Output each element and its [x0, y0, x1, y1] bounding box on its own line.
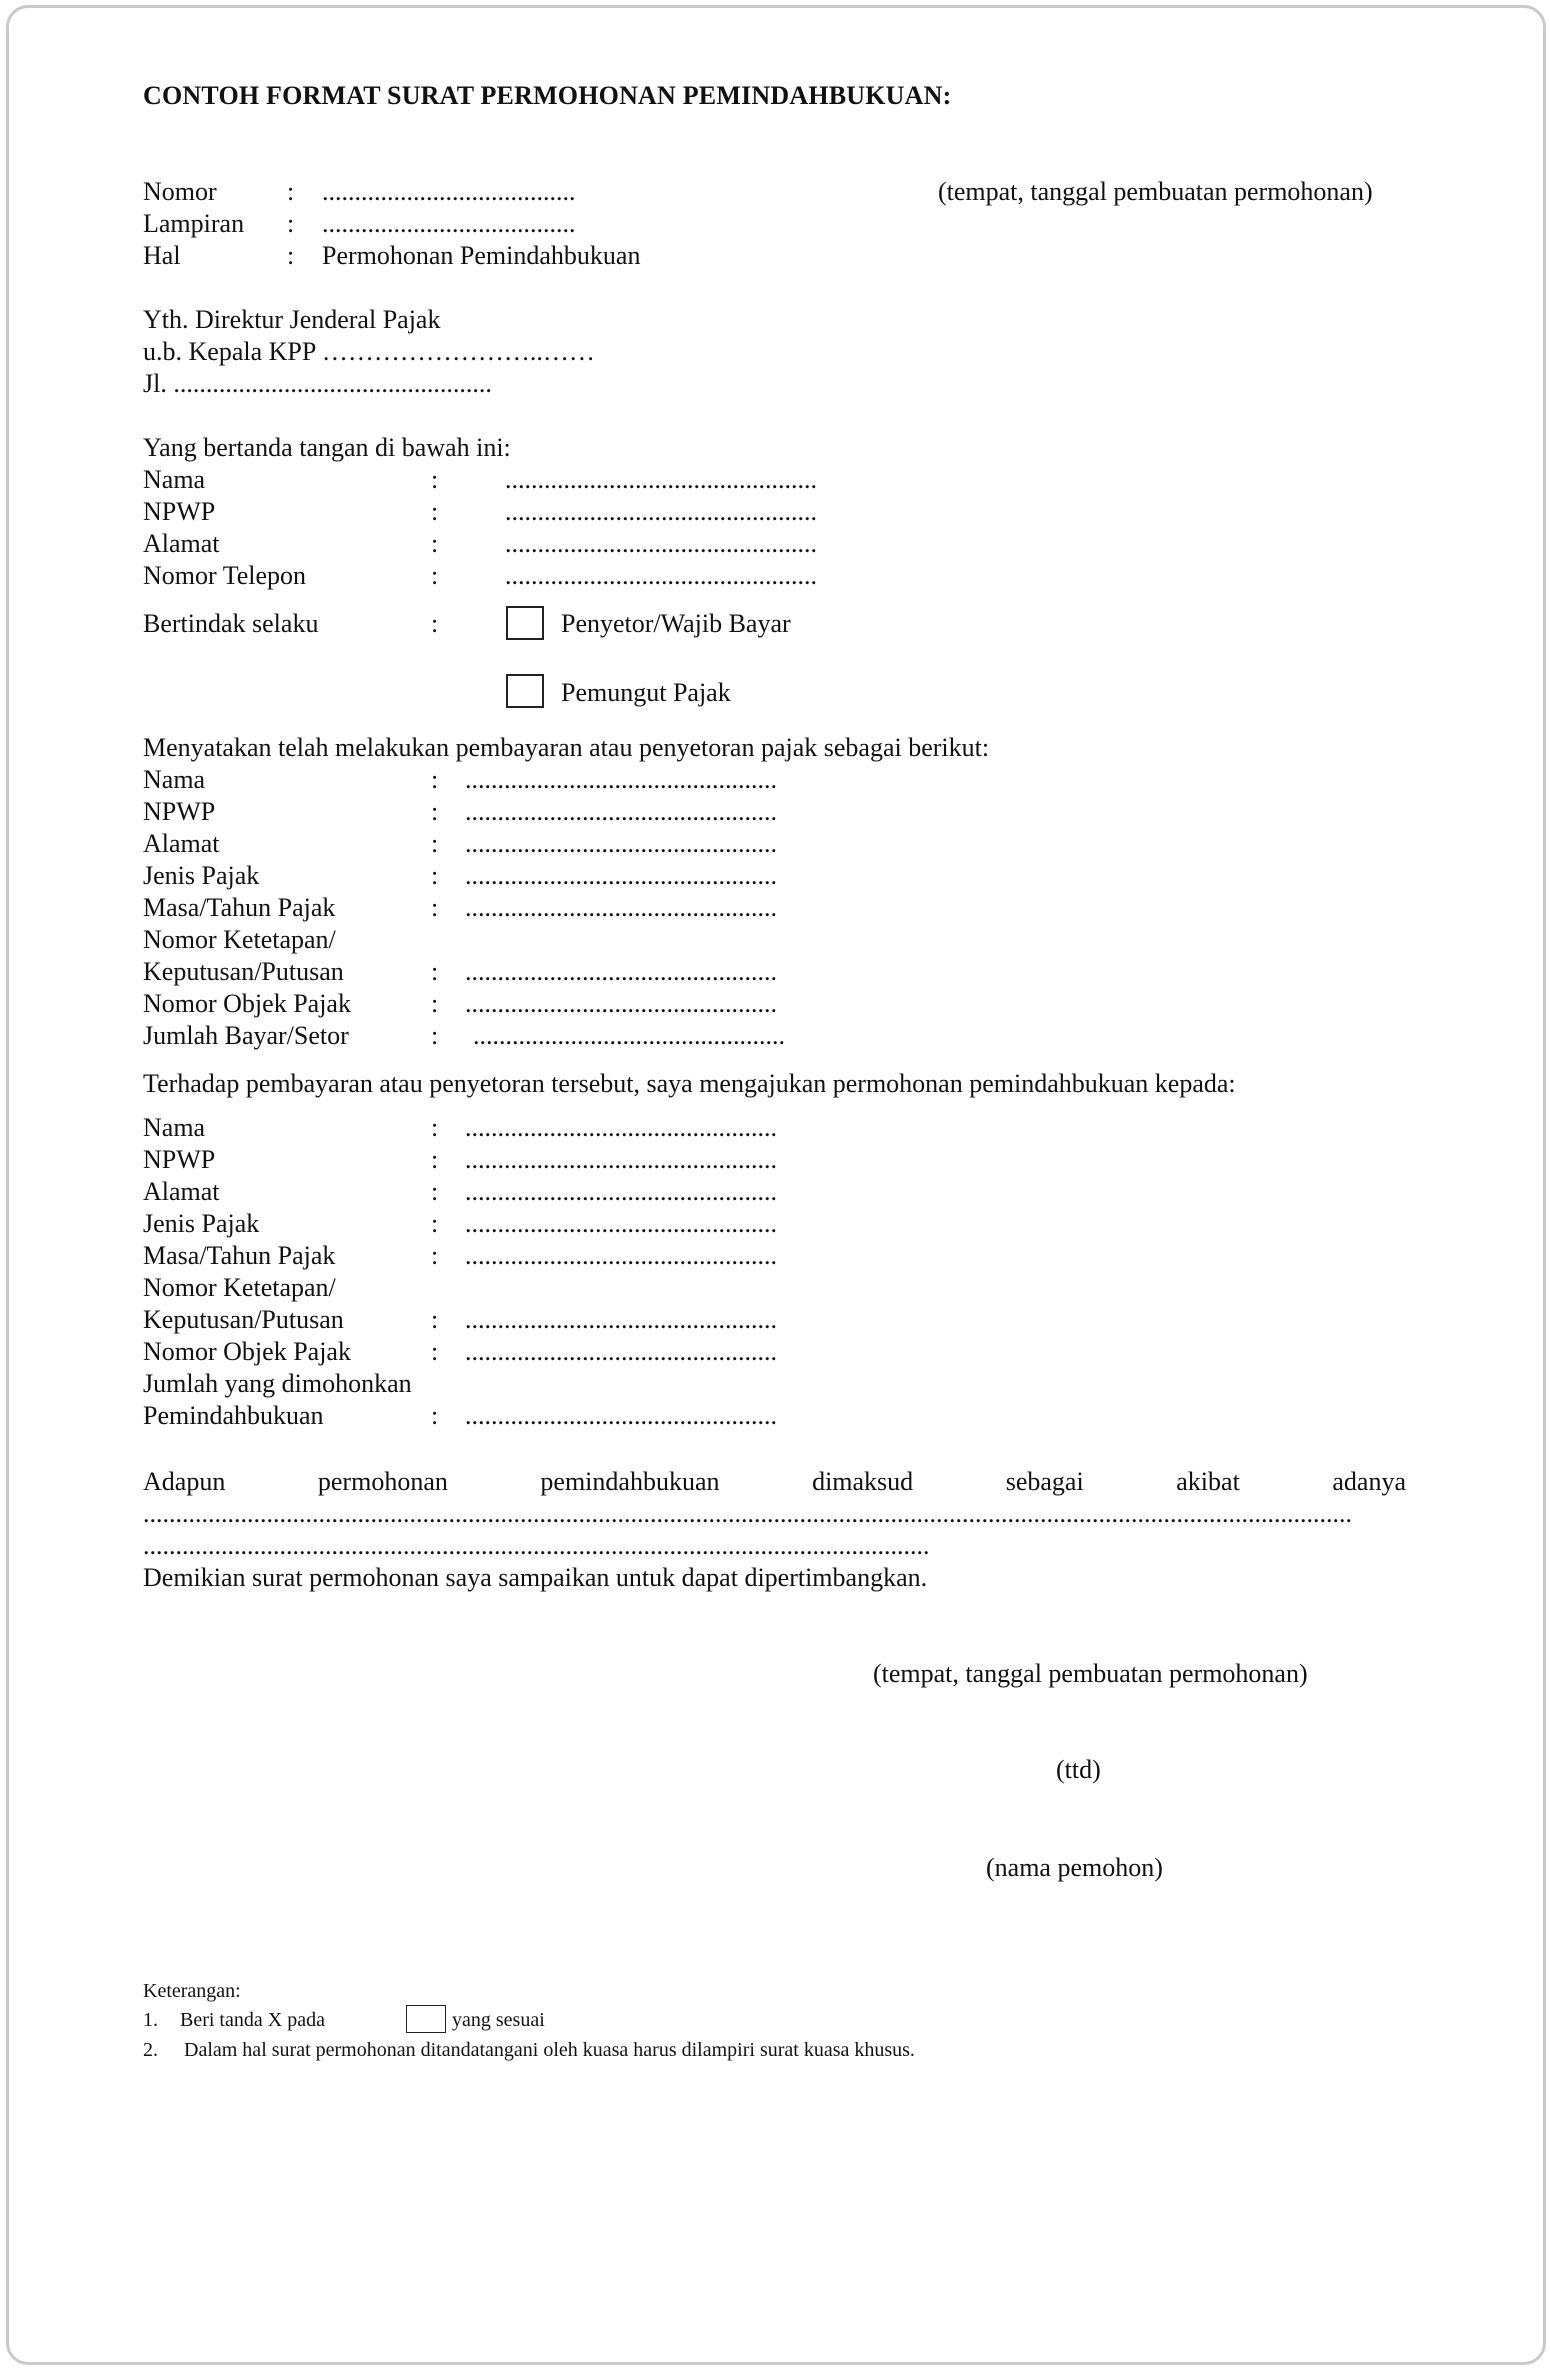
- payment-value-keputusan: ................................................: [465, 957, 777, 986]
- payment-colon: :: [431, 1021, 439, 1050]
- header-value-hal: Permohonan Pemindahbukuan: [322, 241, 641, 270]
- header-place-date: (tempat, tanggal pembuatan permohonan): [938, 177, 1373, 206]
- note-1-number: 1.: [143, 2009, 158, 2031]
- transfer-label-npwp: NPWP: [143, 1145, 216, 1174]
- payment-label-alamat: Alamat: [143, 829, 220, 858]
- transfer-label-nop: Nomor Objek Pajak: [143, 1337, 351, 1366]
- reason-word: Adapun: [143, 1467, 226, 1496]
- transfer-colon: :: [431, 1337, 439, 1366]
- addressee-line-1: Yth. Direktur Jenderal Pajak: [143, 305, 441, 334]
- transfer-value-alamat: ................................................: [465, 1177, 777, 1206]
- payment-value-jumlah: ................................................: [473, 1021, 785, 1050]
- transfer-value-pemindahbukuan: ................................................: [465, 1401, 777, 1430]
- note-2-text: Dalam hal surat permohonan ditandatangani oleh kuasa harus dilampiri surat kuasa khusus.: [184, 2039, 915, 2061]
- reason-word: akibat: [1176, 1467, 1240, 1496]
- signer-value-npwp: ................................................: [505, 497, 817, 526]
- payment-colon: :: [431, 861, 439, 890]
- closing-sentence: Demikian surat permohonan saya sampaikan untuk dapat dipertimbangkan.: [143, 1563, 928, 1592]
- payment-value-jenis-pajak: ................................................: [465, 861, 777, 890]
- reason-word: dimaksud: [812, 1467, 914, 1496]
- reason-word: pemindahbukuan: [540, 1467, 720, 1496]
- signature-name: (nama pemohon): [986, 1853, 1163, 1882]
- header-colon: :: [287, 241, 295, 270]
- signature-place-date: (tempat, tanggal pembuatan permohonan): [873, 1659, 1308, 1688]
- transfer-label-jenis-pajak: Jenis Pajak: [143, 1209, 260, 1238]
- payment-value-alamat: ................................................: [465, 829, 777, 858]
- signature-ttd: (ttd): [1056, 1755, 1101, 1784]
- reason-word: sebagai: [1005, 1467, 1084, 1496]
- reason-word: adanya: [1332, 1467, 1406, 1496]
- transfer-label-alamat: Alamat: [143, 1177, 220, 1206]
- transfer-label-jumlah-dimohonkan: Jumlah yang dimohonkan: [143, 1369, 412, 1398]
- document-title: CONTOH FORMAT SURAT PERMOHONAN PEMINDAHBUKUAN:: [143, 81, 952, 110]
- signer-colon: :: [431, 529, 439, 558]
- notes-heading: Keterangan:: [143, 1980, 241, 2002]
- signer-label-alamat: Alamat: [143, 529, 220, 558]
- payment-intro: Menyatakan telah melakukan pembayaran atau penyetoran pajak sebagai berikut:: [143, 733, 990, 762]
- transfer-value-keputusan: ................................................: [465, 1305, 777, 1334]
- transfer-value-npwp: ................................................: [465, 1145, 777, 1174]
- acting-as-colon: :: [431, 609, 439, 638]
- note-1-text: Beri tanda X pada: [180, 2009, 325, 2031]
- transfer-label-masa-tahun: Masa/Tahun Pajak: [143, 1241, 336, 1270]
- reason-word: permohonan: [317, 1467, 448, 1496]
- signer-colon: :: [431, 497, 439, 526]
- payment-colon: :: [431, 829, 439, 858]
- header-label-nomor: Nomor: [143, 177, 217, 206]
- transfer-colon: :: [431, 1305, 439, 1334]
- payment-label-keputusan: Keputusan/Putusan: [143, 957, 344, 986]
- transfer-label-pemindahbukuan: Pemindahbukuan: [143, 1401, 324, 1430]
- reason-line: [143, 1466, 1406, 1498]
- transfer-label-keputusan: Keputusan/Putusan: [143, 1305, 344, 1334]
- signer-label-npwp: NPWP: [143, 497, 216, 526]
- payment-label-nop: Nomor Objek Pajak: [143, 989, 351, 1018]
- payment-label-npwp: NPWP: [143, 797, 216, 826]
- payment-label-jenis-pajak: Jenis Pajak: [143, 861, 260, 890]
- payment-value-masa-tahun: ................................................: [465, 893, 777, 922]
- note-2-number: 2.: [143, 2039, 158, 2061]
- transfer-label-nomor-ketetapan: Nomor Ketetapan/: [143, 1273, 336, 1302]
- reason-dots-line-2: .........................................................................................................................: [143, 1531, 930, 1560]
- header-colon: :: [287, 209, 295, 238]
- payment-colon: :: [431, 989, 439, 1018]
- transfer-colon: :: [431, 1401, 439, 1430]
- transfer-colon: :: [431, 1241, 439, 1270]
- payment-colon: :: [431, 797, 439, 826]
- signer-colon: :: [431, 465, 439, 494]
- header-label-hal: Hal: [143, 241, 181, 270]
- option-pemungut-label: Pemungut Pajak: [561, 678, 731, 707]
- transfer-value-nama: ................................................: [465, 1113, 777, 1142]
- note-checkbox-example: [406, 2005, 446, 2033]
- transfer-value-nop: ................................................: [465, 1337, 777, 1366]
- header-value-nomor: .......................................: [322, 177, 576, 206]
- payment-value-npwp: ................................................: [465, 797, 777, 826]
- payment-colon: :: [431, 893, 439, 922]
- checkbox-penyetor[interactable]: [506, 606, 544, 640]
- transfer-value-jenis-pajak: ................................................: [465, 1209, 777, 1238]
- signer-colon: :: [431, 561, 439, 590]
- transfer-value-masa-tahun: ................................................: [465, 1241, 777, 1270]
- signer-label-telepon: Nomor Telepon: [143, 561, 307, 590]
- signer-label-nama: Nama: [143, 465, 206, 494]
- acting-as-label: Bertindak selaku: [143, 609, 319, 638]
- transfer-colon: :: [431, 1145, 439, 1174]
- payment-colon: :: [431, 957, 439, 986]
- transfer-label-nama: Nama: [143, 1113, 206, 1142]
- header-value-lampiran: .......................................: [322, 209, 576, 238]
- payment-value-nama: ................................................: [465, 765, 777, 794]
- payment-label-jumlah: Jumlah Bayar/Setor: [143, 1021, 349, 1050]
- transfer-colon: :: [431, 1177, 439, 1206]
- payment-label-nomor-ketetapan: Nomor Ketetapan/: [143, 925, 336, 954]
- header-colon: :: [287, 177, 295, 206]
- payment-value-nop: ................................................: [465, 989, 777, 1018]
- payment-colon: :: [431, 765, 439, 794]
- signer-intro: Yang bertanda tangan di bawah ini:: [143, 433, 511, 462]
- note-1-after: yang sesuai: [452, 2009, 545, 2031]
- payment-label-nama: Nama: [143, 765, 206, 794]
- transfer-colon: :: [431, 1113, 439, 1142]
- header-label-lampiran: Lampiran: [143, 209, 245, 238]
- addressee-line-3: Jl. .................................................: [143, 369, 492, 398]
- reason-dots-line-1: ..........................................................................................................................................................................................: [143, 1499, 1352, 1528]
- option-penyetor-label: Penyetor/Wajib Bayar: [561, 609, 791, 638]
- addressee-line-2: u.b. Kepala KPP ……………………..……: [143, 337, 595, 366]
- checkbox-pemungut[interactable]: [506, 674, 544, 708]
- signer-value-nama: ................................................: [505, 465, 817, 494]
- transfer-intro: Terhadap pembayaran atau penyetoran tersebut, saya mengajukan permohonan pemindahbukuan kepada:: [143, 1069, 1236, 1098]
- signer-value-telepon: ................................................: [505, 561, 817, 590]
- signer-value-alamat: ................................................: [505, 529, 817, 558]
- transfer-colon: :: [431, 1209, 439, 1238]
- payment-label-masa-tahun: Masa/Tahun Pajak: [143, 893, 336, 922]
